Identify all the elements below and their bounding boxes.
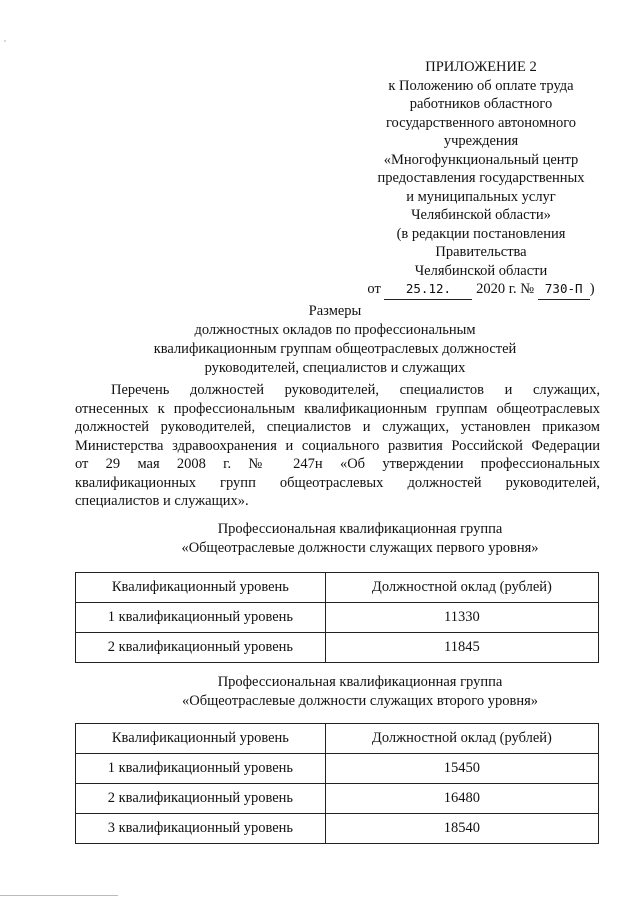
group-heading-line: Профессиональная квалификационная группа [217,674,503,690]
appendix-header [350,58,612,300]
intro-line: от 29 мая 2008 г. № 247н «Об утверждении профессиональных [75,456,600,472]
table-header-row [76,724,599,754]
intro-line: Министерства здравоохранения и социального развития Российской Федерации [75,437,600,454]
intro-line: квалификационных групп общеотраслевых должностей руководителей, [75,474,600,491]
cell-salary: 11330 [325,603,598,633]
cell-salary: 15450 [325,754,598,784]
appendix-line: и муниципальных услуг [406,188,556,205]
order-number: 730-П [538,280,590,300]
appendix-line: «Многофункциональный центр [383,151,579,168]
salary-table-second-level [75,723,599,844]
order-reference [350,280,612,300]
appendix-title: ПРИЛОЖЕНИЕ 2 [425,59,537,75]
appendix-line: работников областного [409,96,553,112]
cell-level: 2 квалификационный уровень [76,784,326,814]
appendix-line: Правительства [435,244,527,260]
appendix-line: к Положению об оплате труда [388,77,574,94]
scan-edge-mark [0,895,118,896]
cell-level: 1 квалификационный уровень [76,754,326,784]
scan-speck [4,40,6,42]
intro-line: специалистов и служащих». [75,493,249,509]
group-heading-line: «Общеотраслевые должности служащих второго уровня» [181,692,539,709]
group-heading-line: «Общеотраслевые должности служащих первого уровня» [181,539,539,556]
appendix-line: Челябинской области [414,262,548,279]
salary-table-first-level [75,572,599,663]
column-header-salary: Должностной оклад (рублей) [325,724,598,754]
intro-line: должностей руководителей, специалистов и служащих, установлен приказом [75,419,600,435]
table-header-row [76,573,599,603]
group-heading-line: Профессиональная квалификационная группа [217,521,503,537]
appendix-line: Челябинской области» [411,207,551,223]
cell-level: 3 квалификационный уровень [76,814,326,844]
title-line: Размеры [308,303,362,319]
intro-line: Перечень должностей руководителей, специалистов и служащих, [111,382,600,398]
document-title [120,302,550,378]
cell-level: 1 квалификационный уровень [76,603,326,633]
cell-level: 2 квалификационный уровень [76,633,326,663]
order-prefix: от [367,281,381,297]
appendix-line: предоставления государственных [377,170,585,186]
title-line: должностных окладов по профессиональным [194,322,476,338]
appendix-line: (в редакции постановления [396,225,566,242]
table-row [76,754,599,784]
title-line: квалификационным группам общеотраслевых должностей [153,341,517,357]
group-heading-second-level [150,673,570,710]
title-line: руководителей, специалистов и служащих [204,360,466,376]
table-row [76,814,599,844]
group-heading-first-level [150,520,570,557]
column-header-level: Квалификационный уровень [76,573,326,603]
table-row [76,603,599,633]
intro-line: отнесенных к профессиональным квалификационным группам общеотраслевых [75,400,600,417]
cell-salary: 11845 [325,633,598,663]
appendix-line: государственного автономного [385,114,577,131]
intro-paragraph [75,381,600,511]
table-row [76,633,599,663]
column-header-salary: Должностной оклад (рублей) [325,573,598,603]
table-row [76,784,599,814]
cell-salary: 18540 [325,814,598,844]
column-header-level: Квалификационный уровень [76,724,326,754]
order-close: ) [589,281,595,297]
order-year: 2020 г. № [476,281,535,297]
cell-salary: 16480 [325,784,598,814]
order-date: 25.12. [384,280,472,300]
appendix-line: учреждения [443,133,519,149]
